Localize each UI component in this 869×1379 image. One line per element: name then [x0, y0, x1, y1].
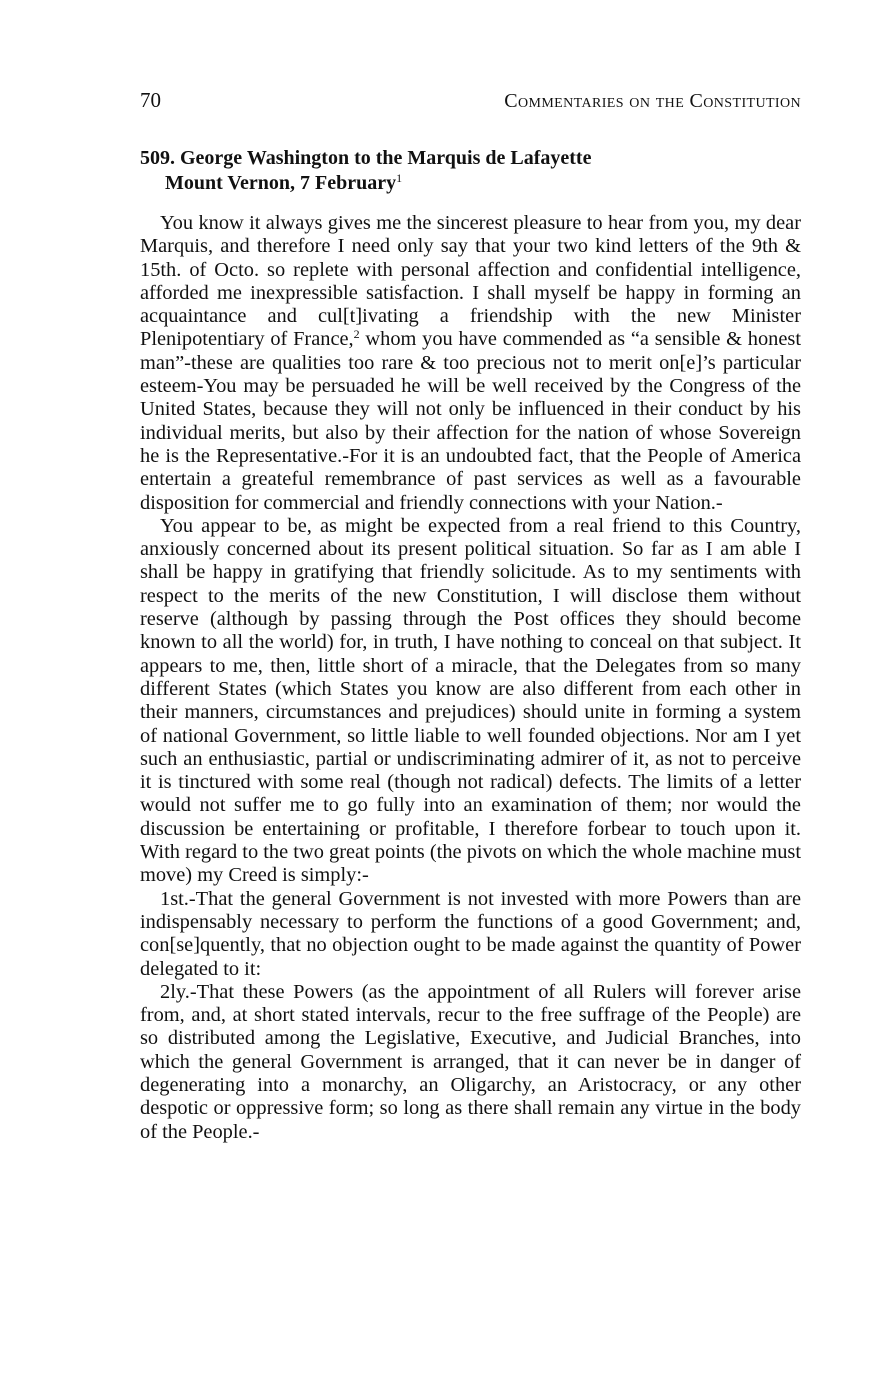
paragraph-4: 2ly.-That these Powers (as the appointment of all Rulers will forever arise from, and, at short stated intervals, recur to the free suffrage of the People) are so distributed among the Legislative, Executive, and Judicial Branches, into which the general Government is arranged, that it can never be in danger of degenerating into a monarchy, an Oligarchy, an Aristocracy, or any other despotic or oppressive form; so long as there shall remain any virtue in the body of the People.- [140, 980, 801, 1143]
running-title: Commentaries on the Constitution [504, 90, 801, 112]
letter-body [140, 212, 801, 1144]
book-page [140, 88, 801, 1144]
paragraph-3: 1st.-That the general Government is not invested with more Powers than are indispensably necessary to perform the functions of a good Government; and, con[se]quently, that no objection ought to be made against the quantity of Power delegated to it: [140, 887, 801, 980]
paragraph-2: You appear to be, as might be expected from a real friend to this Country, anxiously concerned about its present political situation. So far as I am able I shall be happy in gratifying that friendly solicitude. As to my sentiments with respect to the merits of the new Constitution, I will disclose them without reserve (although by passing through the Post offices they should become known to all the world) for, in truth, I have nothing to conceal on that subject. It appears to me, then, little short of a miracle, that the Delegates from so many different States (which States you know are also different from each other in their manners, circumstances and prejudices) should unite in forming a system of national Government, so little liable to well founded objections. Nor am I yet such an enthusiastic, partial or undiscriminating admirer of it, as not to perceive it is tinctured with some real (though not radical) defects. The limits of a letter would not suffer me to go fully into an examination of them; nor would the discussion be entertaining or profitable, I therefore forbear to touch upon it. With regard to the two great points (the pivots on which the whole machine must move) my Creed is simply:- [140, 514, 801, 887]
heading-line-dateline [140, 171, 801, 196]
page-number: 70 [140, 88, 161, 112]
footnote-marker-2: 2 [353, 327, 360, 342]
paragraph-1 [140, 212, 801, 515]
document-title: George Washington to the Marquis de Lafayette [180, 147, 592, 169]
running-header [140, 88, 801, 118]
footnote-marker: 1 [396, 171, 403, 185]
heading-line-title [140, 146, 801, 171]
document-heading [140, 146, 801, 196]
document-number: 509. [140, 147, 175, 169]
place-date: Mount Vernon, 7 February [165, 172, 397, 194]
paragraph-1-part-1: You know it always gives me the sincerest pleasure to hear from you, my dear Marquis, and therefore I need only say that your two kind letters of the 9th & 15th. of Octo. so replete with personal affection and confidential intelligence, afforded me inexpressible satisfaction. I shall myself be happy in forming an acquaintance and cul[t]ivating a friendship with the new Minister Plenipotentiary of France, [140, 212, 801, 351]
paragraph-1-part-2: whom you have commended as “a sensible & honest man”-these are qualities too rare & too precious not to merit on[e]’s particular esteem-You may be persuaded he will be well received by the Congress of the United States, because they will not only be influenced in their conduct by his individual merits, but also by their affection for the nation of whose Sovereign he is the Representative.-For it is an undoubted fact, that the People of America entertain a greateful remembrance of past services as well as a favourable disposition for commercial and friendly connections with your Nation.- [140, 328, 801, 514]
